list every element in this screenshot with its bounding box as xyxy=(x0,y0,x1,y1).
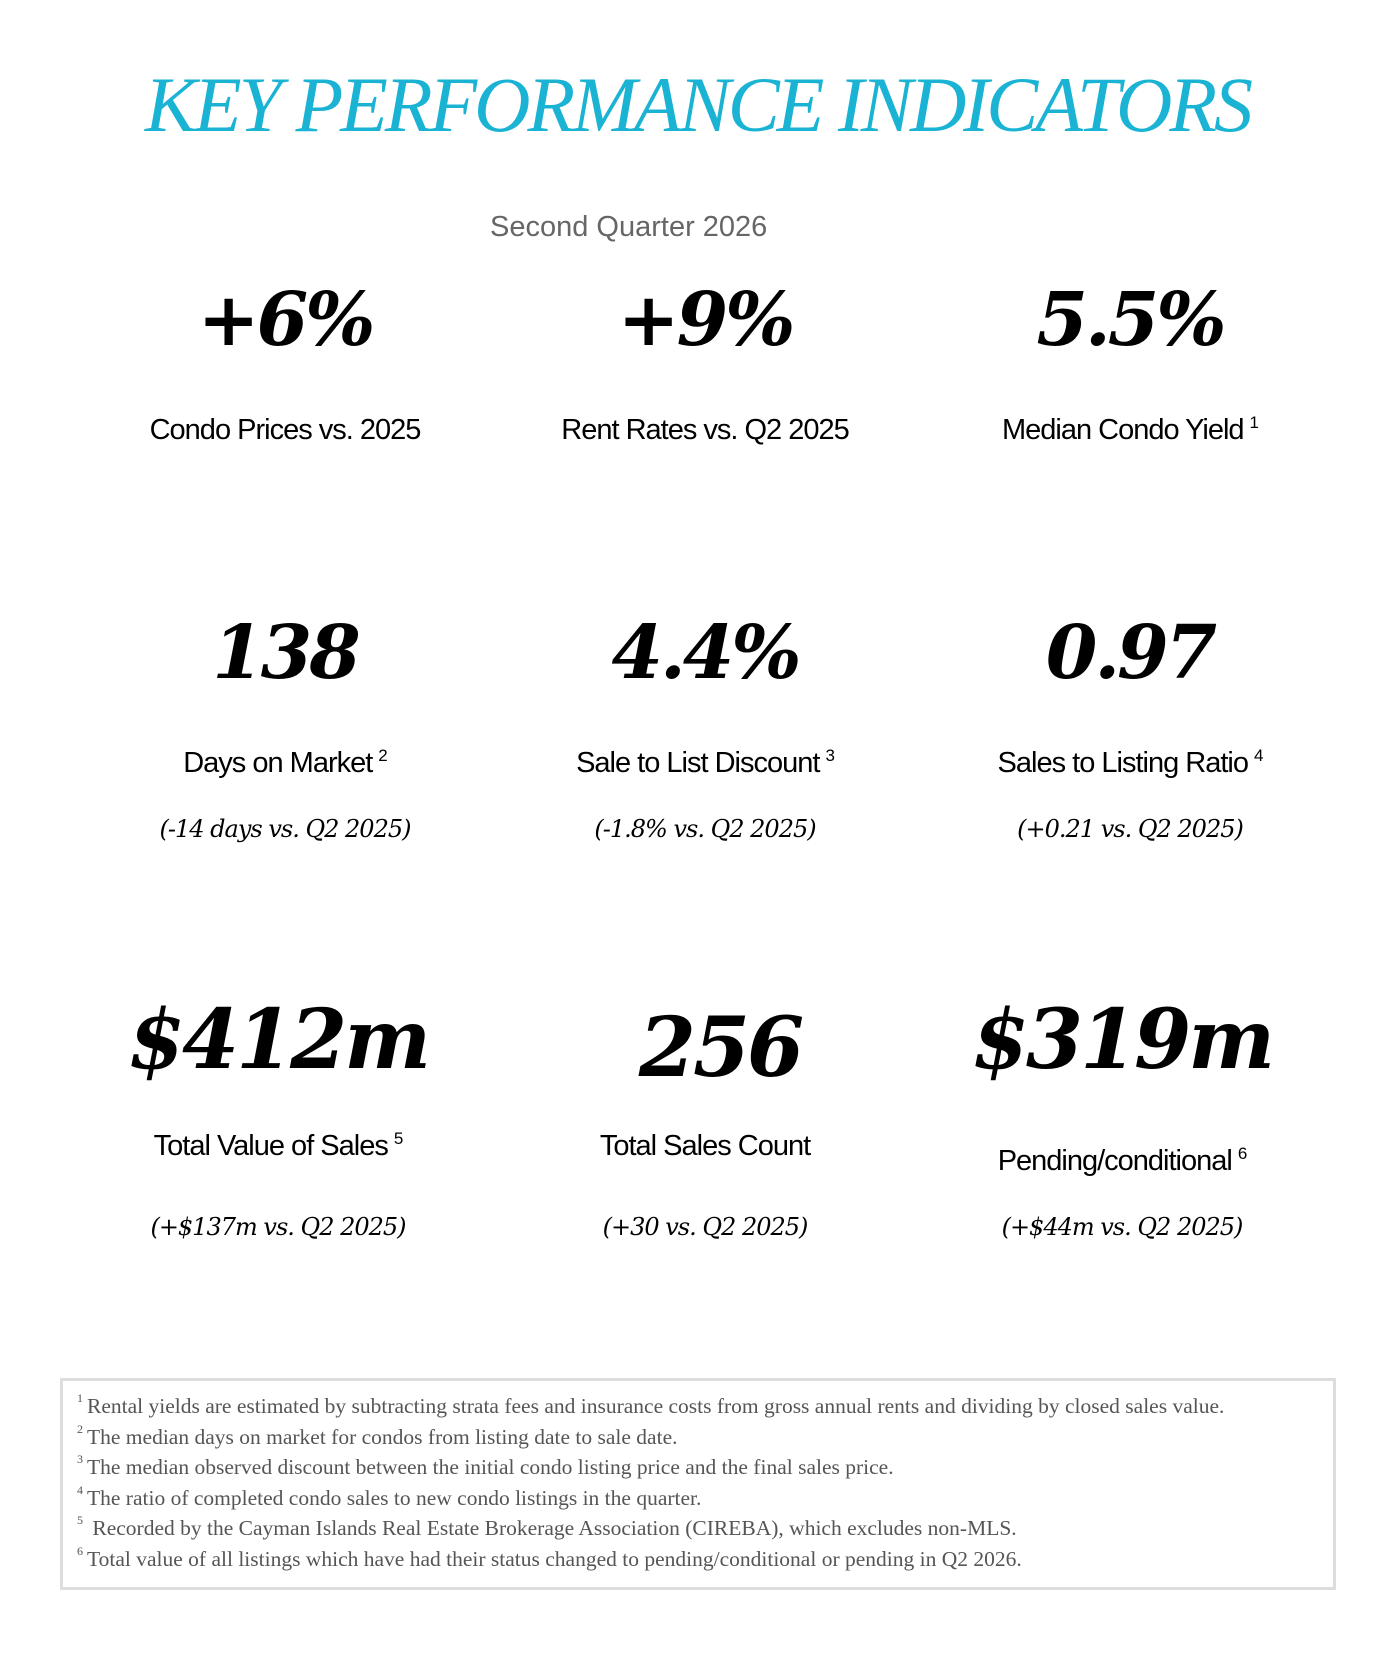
footnote-ref: 2 xyxy=(378,746,387,766)
kpi-days-on-market-label xyxy=(75,745,495,781)
kpi-label-text: Sale to List Discount xyxy=(576,747,820,779)
footnote-number: 5 xyxy=(77,1513,83,1527)
kpi-pending-conditional-value: $319m xyxy=(972,992,1272,1088)
kpi-pending-conditional-change: (+$44m vs. Q2 2025) xyxy=(1001,1213,1243,1241)
kpi-label-text: Total Value of Sales xyxy=(153,1130,388,1162)
kpi-sale-list-discount-label xyxy=(495,745,915,781)
footnote-text: Rental yields are estimated by subtracting strata fees and insurance costs from gross annual rents and dividing by closed sales value. xyxy=(87,1394,1225,1418)
kpi-sale-list-discount-change: (-1.8% vs. Q2 2025) xyxy=(594,815,816,843)
kpi-label-text: Pending/conditional xyxy=(997,1145,1232,1177)
kpi-label-text: Sales to Listing Ratio xyxy=(997,747,1248,779)
footnote-5 xyxy=(77,1513,1319,1544)
footnote-text: The median days on market for condos from listing date to sale date. xyxy=(87,1424,678,1449)
footnote-number: 2 xyxy=(77,1421,83,1436)
footnote-text: The ratio of completed condo sales to new condo listings in the quarter. xyxy=(87,1485,702,1510)
kpi-total-value-sales-value: $412m xyxy=(128,992,428,1088)
kpi-label-text: Days on Market xyxy=(183,747,373,779)
kpi-total-value-sales-change: (+$137m vs. Q2 2025) xyxy=(150,1213,406,1241)
footnote-ref: 4 xyxy=(1253,746,1263,766)
footnote-ref: 3 xyxy=(825,746,834,766)
footnote-text: The median observed discount between the initial condo listing price and the final sales price. xyxy=(87,1455,894,1479)
kpi-days-on-market-value: 138 xyxy=(212,610,358,696)
kpi-label-text: Rent Rates vs. Q2 2025 xyxy=(561,414,849,446)
footnote-text: Recorded by the Cayman Islands Real Estate Brokerage Association (CIREBA), which excludes non-MLS. xyxy=(87,1516,1017,1540)
footnote-text: Total value of all listings which have had their status changed to pending/conditional or pending in Q2 2026. xyxy=(87,1546,1022,1571)
footnote-1 xyxy=(77,1391,1319,1422)
kpi-rent-rates-value: +9% xyxy=(617,277,793,363)
footnote-ref: 6 xyxy=(1237,1144,1247,1164)
footnote-6 xyxy=(77,1544,1319,1575)
footnote-number: 3 xyxy=(77,1452,83,1466)
kpi-total-sales-count-value: 256 xyxy=(638,1000,802,1096)
footnote-3 xyxy=(77,1452,1319,1483)
footnotes-box xyxy=(60,1378,1336,1590)
kpi-median-yield-value: 5.5% xyxy=(1036,277,1224,363)
footnote-2 xyxy=(77,1422,1319,1453)
footnote-4 xyxy=(77,1483,1319,1514)
footnote-number: 1 xyxy=(77,1391,83,1405)
footnote-ref: 5 xyxy=(393,1129,403,1149)
kpi-median-yield-label xyxy=(920,412,1340,448)
kpi-sales-listing-ratio-label xyxy=(920,745,1340,781)
kpi-total-value-sales-label xyxy=(68,1128,488,1164)
kpi-sales-listing-ratio-value: 0.97 xyxy=(1045,610,1215,696)
kpi-sales-listing-ratio-change: (+0.21 vs. Q2 2025) xyxy=(1017,815,1243,843)
kpi-total-sales-count-change: (+30 vs. Q2 2025) xyxy=(602,1213,808,1241)
kpi-condo-prices-value: +6% xyxy=(197,277,373,363)
kpi-pending-conditional-label xyxy=(912,1143,1332,1179)
kpi-days-on-market-change: (-14 days vs. Q2 2025) xyxy=(159,815,411,843)
kpi-label-text: Median Condo Yield xyxy=(1001,414,1244,446)
kpi-rent-rates-label xyxy=(495,412,915,448)
page-subtitle: Second Quarter 2026 xyxy=(490,211,768,243)
footnote-number: 4 xyxy=(77,1482,83,1497)
kpi-sale-list-discount-value: 4.4% xyxy=(611,610,799,696)
footnote-number: 6 xyxy=(77,1543,83,1558)
kpi-total-sales-count-label xyxy=(495,1128,915,1164)
footnote-ref: 1 xyxy=(1249,413,1259,433)
page-title: KEY PERFORMANCE INDICATORS xyxy=(145,61,1250,148)
kpi-label-text: Total Sales Count xyxy=(599,1130,811,1162)
kpi-label-text: Condo Prices vs. 2025 xyxy=(149,414,421,446)
kpi-condo-prices-label xyxy=(75,412,495,448)
